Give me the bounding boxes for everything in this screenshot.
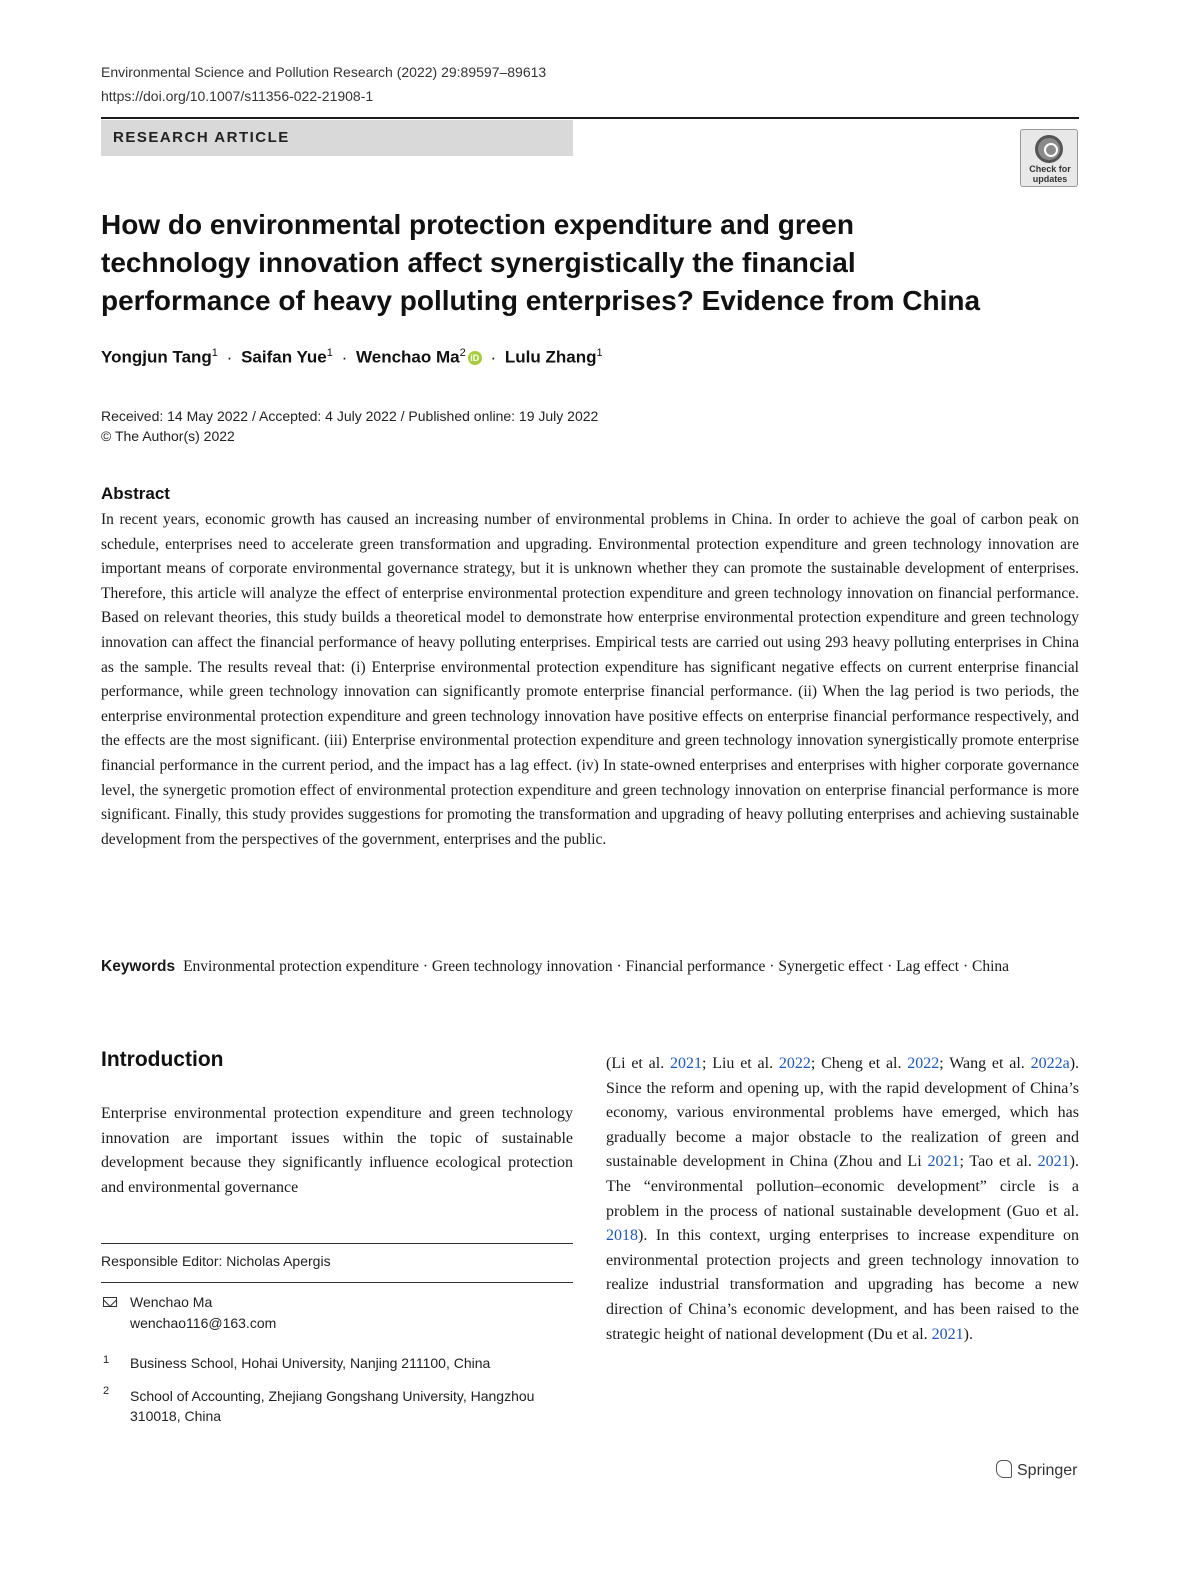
affiliation-number: 2 bbox=[103, 1385, 110, 1397]
orcid-icon[interactable]: iD bbox=[468, 351, 482, 365]
header-rule bbox=[101, 117, 1079, 119]
introduction-right-column bbox=[606, 1052, 1079, 1347]
body-text: ; Cheng et al. bbox=[810, 1055, 908, 1072]
citation-link[interactable]: 2022a bbox=[1030, 1055, 1070, 1072]
author-name[interactable]: Yongjun Tang bbox=[101, 347, 212, 367]
introduction-left-column: Enterprise environmental protection expenditure and green technology innovation are important issues within the topic of sustainable development because they significantly influence ecological protection and environmental governance bbox=[101, 1105, 573, 1196]
article-type-label: RESEARCH ARTICLE bbox=[113, 129, 290, 146]
journal-citation: Environmental Science and Pollution Research (2022) 29:89597–89613 bbox=[101, 64, 547, 80]
introduction-heading: Introduction bbox=[101, 1048, 224, 1071]
responsible-editor: Responsible Editor: Nicholas Apergis bbox=[101, 1253, 331, 1269]
publisher-name: Springer bbox=[1017, 1462, 1078, 1479]
affiliation-number: 1 bbox=[103, 1354, 110, 1366]
affiliation: School of Accounting, Zhejiang Gongshang University, Hangzhou 310018, China bbox=[130, 1388, 535, 1424]
publisher-logo bbox=[996, 1460, 1077, 1480]
author-affiliation-ref: 1 bbox=[596, 347, 603, 359]
citation-link[interactable]: 2021 bbox=[669, 1055, 702, 1072]
author-affiliation-ref: 1 bbox=[326, 347, 333, 359]
author-affiliation-ref: 2 bbox=[459, 347, 466, 359]
citation-link[interactable]: 2021 bbox=[1037, 1153, 1070, 1171]
footnote-divider bbox=[101, 1243, 573, 1244]
envelope-icon bbox=[103, 1297, 117, 1307]
author-separator: · bbox=[226, 347, 233, 367]
publication-dates: Received: 14 May 2022 / Accepted: 4 July 2022 / Published online: 19 July 2022 bbox=[101, 408, 599, 424]
citation-link[interactable]: 2022 bbox=[778, 1055, 811, 1072]
check-for-updates-badge[interactable] bbox=[1020, 129, 1078, 187]
corresponding-author-email[interactable]: wenchao116@163.com bbox=[130, 1315, 277, 1331]
keywords bbox=[101, 955, 1079, 980]
check-updates-label: Check for updates bbox=[1029, 164, 1071, 184]
affiliation: Business School, Hohai University, Nanjing 211100, China bbox=[130, 1355, 491, 1371]
corresponding-author-name: Wenchao Ma bbox=[130, 1294, 213, 1310]
keywords-label: Keywords bbox=[101, 958, 176, 975]
author-separator: · bbox=[341, 347, 348, 367]
body-text: ; Tao et al. bbox=[959, 1153, 1038, 1171]
author-separator: · bbox=[490, 347, 497, 367]
author-list bbox=[101, 347, 603, 368]
body-text: ). The “environmental pollution–economic development” circle is a problem in the process of national sustainable development (Guo et al. bbox=[606, 1153, 1079, 1220]
body-text: ). Since the reform and opening up, with the rapid development of China’s economy, various environmental problems have emerged, which has gradually become a major obstacle to the realization of green and sustainable development in China (Zhou and Li bbox=[606, 1055, 1080, 1171]
author-name[interactable]: Wenchao Ma bbox=[356, 347, 460, 367]
doi-link[interactable]: https://doi.org/10.1007/s11356-022-21908-1 bbox=[101, 88, 374, 104]
keywords-list: Environmental protection expenditure · Green technology innovation · Financial performance · Synergetic effect · Lag effect · China bbox=[183, 958, 1010, 975]
citation-link[interactable]: 2021 bbox=[931, 1325, 964, 1343]
body-text: (Li et al. bbox=[606, 1055, 670, 1072]
body-text: ; Wang et al. bbox=[939, 1055, 1031, 1072]
body-text: ; Liu et al. bbox=[701, 1055, 779, 1072]
springer-horse-icon bbox=[996, 1460, 1012, 1478]
abstract-text: In recent years, economic growth has caused an increasing number of environmental problems in China. In order to achieve the goal of carbon peak on schedule, enterprises need to accelerate green transformation and upgrading. Environmental protection expenditure and green technology innovation are important means of corporate environmental governance strategy, but it is unknown whether they can promote the sustainable development of enterprises. Therefore, this article will analyze the effect of enterprise environmental protection expenditure and green technology innovation on financial performance. Based on relevant theories, this study builds a theoretical model to demonstrate how enterprise environmental protection expenditure and green technology innovation can affect the financial performance of heavy polluting enterprises. Empirical tests are carried out using 293 heavy polluting enterprises in China as the sample. The results reveal that: (i) Enterprise environmental protection expenditure has significant negative effects on current enterprise financial performance, while green technology innovation can significantly promote enterprise financial performance. (ii) When the lag period is two periods, the enterprise environmental protection expenditure and green technology innovation have positive effects on enterprise financial performance respectively, and the effects are the most significant. (iii) Enterprise environmental protection expenditure and green technology innovation synergistically promote enterprise financial performance in the current period, and the impact has a lag effect. (iv) In state-owned enterprises and enterprises with higher corporate governance level, the synergetic promotion effect of environmental protection expenditure and green technology innovation on enterprise financial performance is more significant. Finally, this study provides suggestions for promoting the transformation and upgrading of heavy polluting enterprises and achieving sustainable development from the perspectives of the government, enterprises and the public. bbox=[101, 511, 1079, 848]
copyright-notice: © The Author(s) 2022 bbox=[101, 428, 235, 444]
author-name[interactable]: Lulu Zhang bbox=[504, 347, 597, 367]
body-text: ). bbox=[963, 1325, 973, 1343]
citation-link[interactable]: 2021 bbox=[927, 1153, 960, 1171]
citation-link[interactable]: 2018 bbox=[606, 1227, 638, 1245]
abstract-heading: Abstract bbox=[101, 484, 170, 503]
footnote-divider bbox=[101, 1282, 573, 1283]
citation-link[interactable]: 2022 bbox=[907, 1055, 940, 1072]
author-name[interactable]: Saifan Yue bbox=[241, 347, 327, 367]
check-updates-icon bbox=[1035, 135, 1063, 163]
author-affiliation-ref: 1 bbox=[211, 347, 218, 359]
article-title: How do environmental protection expenditure and green technology innovation affect synergistically the financial performance of heavy polluting enterprises? Evidence from China bbox=[101, 209, 981, 316]
body-text: ). In this context, urging enterprises to increase expenditure on environmental protection projects and green technology innovation to realize industrial transformation and upgrading has become a new direction of China’s economic development, and has been raised to the strategic height of national development (Du et al. bbox=[606, 1227, 1079, 1343]
